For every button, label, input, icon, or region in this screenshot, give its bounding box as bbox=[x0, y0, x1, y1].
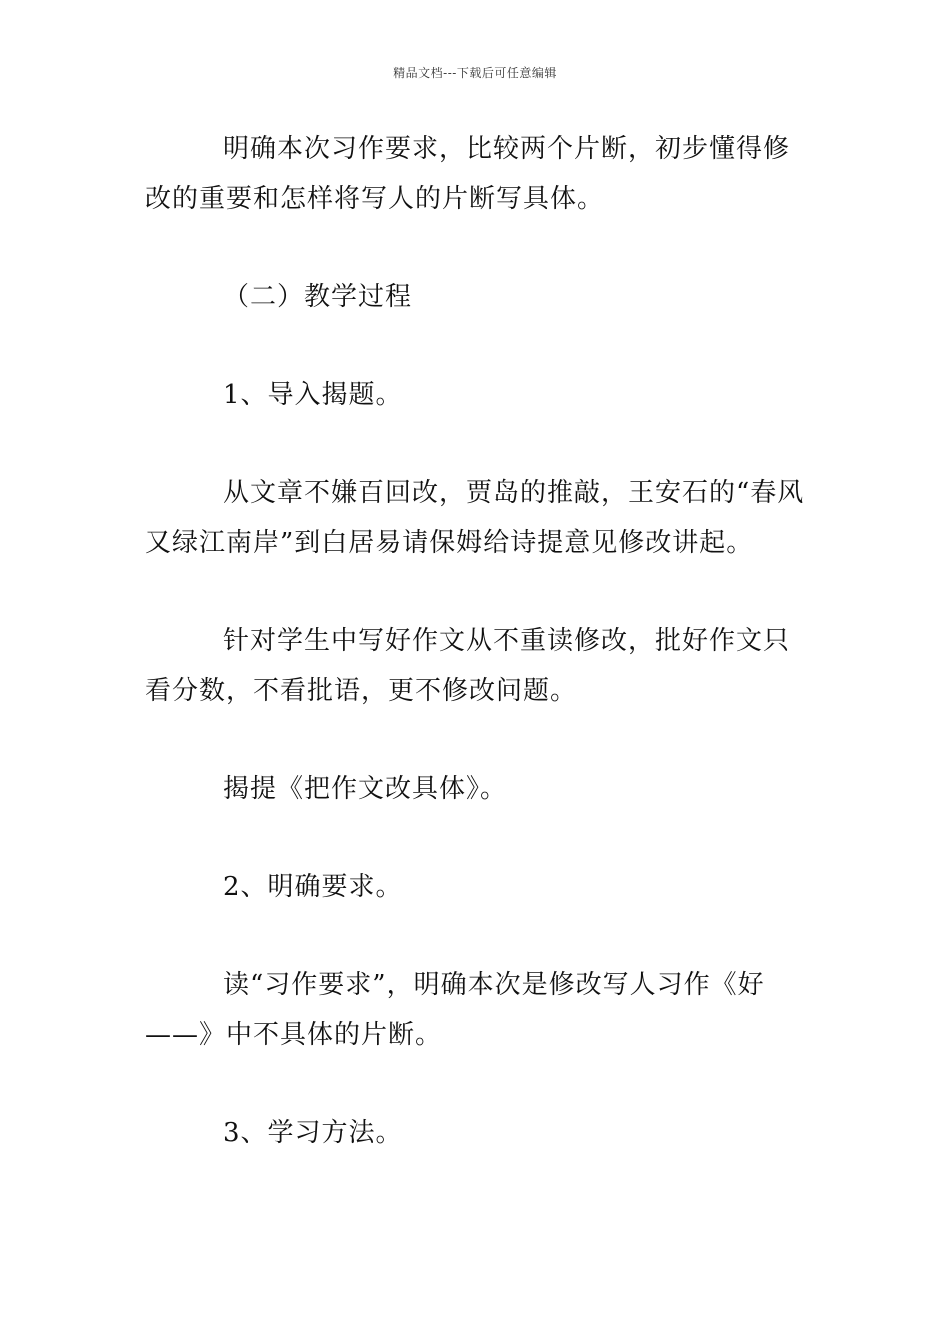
paragraph-gap bbox=[145, 568, 807, 616]
paragraph-gap bbox=[145, 322, 807, 370]
page-header: 精品文档---下载后可任意编辑 bbox=[393, 66, 557, 80]
step-heading-3: 3、学习方法。 bbox=[223, 1118, 403, 1148]
paragraph-gap bbox=[145, 224, 807, 272]
paragraph-gap bbox=[145, 814, 807, 862]
paragraph-reveal-title: 揭提《把作文改具体》。 bbox=[223, 774, 508, 804]
paragraph-gap bbox=[145, 1060, 807, 1108]
paragraph-read-requirements: 读“习作要求”，明确本次是修改写人习作《好——》中不具体的片断。 bbox=[145, 970, 765, 1050]
paragraph-student-problem: 针对学生中写好作文从不重读修改，批好作文只看分数，不看批语，更不修改问题。 bbox=[145, 626, 791, 706]
step-heading-1: 1、导入揭题。 bbox=[223, 380, 403, 410]
paragraph-gap bbox=[145, 716, 807, 764]
paragraph-gap bbox=[145, 912, 807, 960]
paragraph-gap bbox=[145, 420, 807, 468]
section-heading-teaching-process: （二）教学过程 bbox=[223, 282, 413, 312]
document-body bbox=[145, 124, 807, 1158]
paragraph-goal: 明确本次习作要求，比较两个片断，初步懂得修改的重要和怎样将写人的片断写具体。 bbox=[145, 134, 791, 214]
paragraph-intro-examples: 从文章不嫌百回改，贾岛的推敲，王安石的“春风又绿江南岸”到白居易请保姆给诗提意见修改讲起。 bbox=[145, 478, 805, 558]
step-heading-2: 2、明确要求。 bbox=[223, 872, 403, 902]
